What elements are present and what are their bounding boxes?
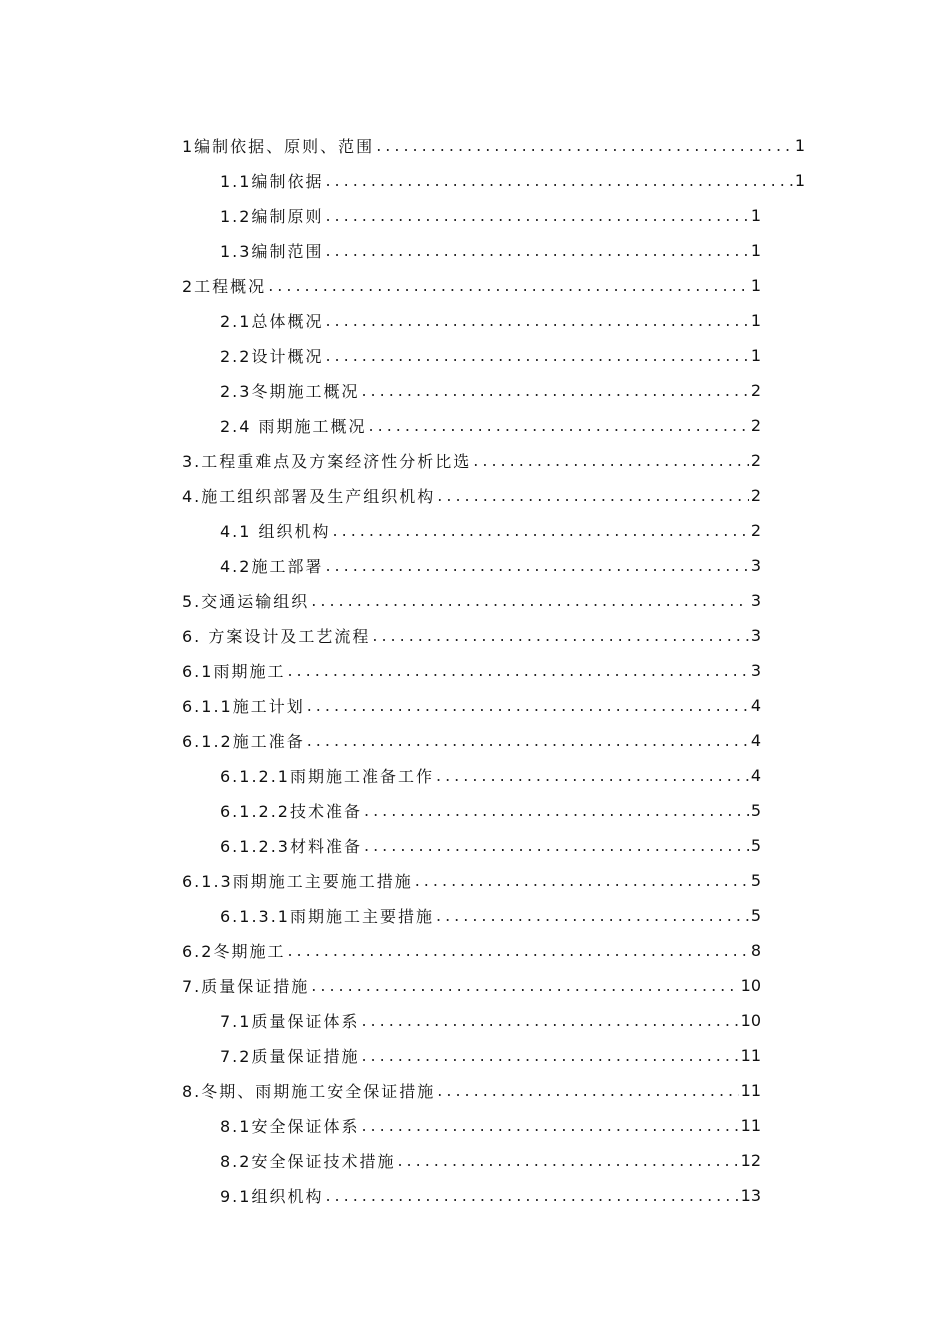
- toc-entry[interactable]: [182, 688, 761, 722]
- toc-entry[interactable]: [220, 1108, 761, 1142]
- toc-page-number: 2: [750, 520, 761, 540]
- toc-leader-dots: [397, 1151, 738, 1170]
- toc-page-number: 4: [750, 730, 761, 750]
- toc-page-number: 1: [750, 310, 761, 330]
- toc-entry[interactable]: [220, 1143, 761, 1177]
- toc-page-number: 5: [750, 870, 761, 890]
- toc-entry-title: 5.交通运输组织: [182, 591, 310, 611]
- toc-page-number: 11: [740, 1080, 761, 1100]
- toc-entry-title: 8.1安全保证体系: [220, 1116, 360, 1136]
- toc-entry[interactable]: [220, 898, 761, 932]
- toc-page-number: 13: [740, 1185, 761, 1205]
- toc-leader-dots: [376, 136, 793, 155]
- toc-leader-dots: [436, 906, 749, 925]
- toc-entry[interactable]: [220, 303, 761, 337]
- toc-entry-title: 6.2冬期施工: [182, 941, 286, 961]
- toc-entry-title: 1.1编制依据: [220, 171, 324, 191]
- toc-leader-dots: [311, 591, 749, 610]
- toc-page-number: 3: [750, 555, 761, 575]
- toc-page-number: 12: [740, 1150, 761, 1170]
- toc-entry[interactable]: [182, 618, 761, 652]
- toc-page-number: 8: [750, 940, 761, 960]
- toc-leader-dots: [325, 206, 748, 225]
- toc-entry[interactable]: [220, 373, 761, 407]
- toc-leader-dots: [307, 731, 749, 750]
- toc-leader-dots: [325, 346, 748, 365]
- toc-entry-title: 6.1.2.1雨期施工准备工作: [220, 766, 434, 786]
- toc-entry[interactable]: [182, 268, 761, 302]
- toc-entry-title: 8.冬期、雨期施工安全保证措施: [182, 1081, 436, 1101]
- toc-entry-title: 8.2安全保证技术措施: [220, 1151, 396, 1171]
- toc-entry-title: 6.1.2.3材料准备: [220, 836, 362, 856]
- toc-entry[interactable]: [182, 653, 761, 687]
- toc-page-number: 1: [794, 170, 805, 190]
- toc-leader-dots: [437, 1081, 738, 1100]
- toc-entry[interactable]: [182, 968, 761, 1002]
- toc-leader-dots: [361, 1116, 738, 1135]
- toc-entry-title: 4.1 组织机构: [220, 521, 331, 541]
- toc-page-number: 2: [750, 485, 761, 505]
- toc-entry-title: 6.1.1施工计划: [182, 696, 305, 716]
- toc-entry[interactable]: [220, 163, 805, 197]
- toc-entry[interactable]: [220, 513, 761, 547]
- toc-entry[interactable]: [220, 233, 761, 267]
- toc-page-number: 3: [750, 625, 761, 645]
- toc-entry-title: 2.3冬期施工概况: [220, 381, 360, 401]
- toc-leader-dots: [325, 171, 792, 190]
- toc-entry[interactable]: [220, 758, 761, 792]
- toc-leader-dots: [369, 416, 749, 435]
- toc-entry[interactable]: [220, 338, 761, 372]
- toc-leader-dots: [437, 486, 749, 505]
- toc-page-number: 1: [750, 240, 761, 260]
- toc-leader-dots: [333, 521, 749, 540]
- toc-page-number: 1: [750, 275, 761, 295]
- toc-page-number: 10: [740, 975, 761, 995]
- toc-entry-title: 6.1.2施工准备: [182, 731, 305, 751]
- toc-entry-title: 7.2质量保证措施: [220, 1046, 360, 1066]
- toc-leader-dots: [287, 941, 748, 960]
- toc-entry[interactable]: [182, 478, 761, 512]
- toc-page-number: 2: [750, 415, 761, 435]
- toc-entry-title: 4.施工组织部署及生产组织机构: [182, 486, 436, 506]
- toc-leader-dots: [325, 556, 748, 575]
- toc-entry[interactable]: [220, 1178, 761, 1212]
- toc-entry[interactable]: [220, 828, 761, 862]
- toc-entry-title: 2.2设计概况: [220, 346, 324, 366]
- toc-leader-dots: [361, 1011, 738, 1030]
- toc-leader-dots: [364, 836, 749, 855]
- toc-entry-title: 6.1雨期施工: [182, 661, 286, 681]
- toc-entry-title: 6.1.3.1雨期施工主要措施: [220, 906, 434, 926]
- toc-entry-title: 1.3编制范围: [220, 241, 324, 261]
- toc-page-number: 5: [750, 835, 761, 855]
- toc-leader-dots: [325, 241, 748, 260]
- toc-leader-dots: [311, 976, 738, 995]
- toc-page-number: 2: [750, 380, 761, 400]
- toc-leader-dots: [268, 276, 749, 295]
- toc-leader-dots: [372, 626, 748, 645]
- toc-leader-dots: [473, 451, 749, 470]
- toc-entry-title: 2.1总体概况: [220, 311, 324, 331]
- toc-entry[interactable]: [182, 443, 761, 477]
- toc-page-number: 5: [750, 800, 761, 820]
- toc-leader-dots: [307, 696, 749, 715]
- toc-page-number: 4: [750, 765, 761, 785]
- toc-page-number: 3: [750, 590, 761, 610]
- toc-entry-title: 9.1组织机构: [220, 1186, 324, 1206]
- toc-page-number: 1: [794, 135, 805, 155]
- toc-leader-dots: [436, 766, 749, 785]
- toc-leader-dots: [364, 801, 749, 820]
- toc-page-number: 11: [740, 1045, 761, 1065]
- toc-entry-title: 3.工程重难点及方案经济性分析比选: [182, 451, 472, 471]
- toc-entry-title: 6. 方案设计及工艺流程: [182, 626, 371, 646]
- toc-entry[interactable]: [220, 1003, 761, 1037]
- toc-page-number: 5: [750, 905, 761, 925]
- toc-entry[interactable]: [220, 198, 761, 232]
- toc-entry-title: 1编制依据、原则、范围: [182, 136, 375, 156]
- toc-entry-title: 7.质量保证措施: [182, 976, 310, 996]
- toc-entry[interactable]: [182, 723, 761, 757]
- toc-page-number: 2: [750, 450, 761, 470]
- toc-entry-title: 2.4 雨期施工概况: [220, 416, 367, 436]
- toc-entry-title: 2工程概况: [182, 276, 267, 296]
- toc-page-number: 1: [750, 345, 761, 365]
- toc-page-number: 3: [750, 660, 761, 680]
- toc-entry[interactable]: [182, 863, 761, 897]
- toc-entry[interactable]: [182, 933, 761, 967]
- toc-entry[interactable]: [220, 1038, 761, 1072]
- toc-entry-title: 4.2施工部署: [220, 556, 324, 576]
- toc-entry-title: 6.1.3雨期施工主要施工措施: [182, 871, 413, 891]
- toc-entry[interactable]: [220, 408, 761, 442]
- toc-entry-title: 1.2编制原则: [220, 206, 324, 226]
- toc-page-number: 1: [750, 205, 761, 225]
- toc-entry-title: 7.1质量保证体系: [220, 1011, 360, 1031]
- toc-page-number: 11: [740, 1115, 761, 1135]
- toc-leader-dots: [287, 661, 748, 680]
- toc-entry[interactable]: [182, 128, 805, 162]
- toc-leader-dots: [361, 381, 748, 400]
- toc-page-number: 10: [740, 1010, 761, 1030]
- toc-entry[interactable]: [220, 793, 761, 827]
- toc-leader-dots: [325, 1186, 738, 1205]
- toc-leader-dots: [361, 1046, 738, 1065]
- toc-leader-dots: [415, 871, 749, 890]
- toc-entry[interactable]: [220, 548, 761, 582]
- toc-page-number: 4: [750, 695, 761, 715]
- toc-entry[interactable]: [182, 1073, 761, 1107]
- toc-leader-dots: [325, 311, 748, 330]
- toc-entry-title: 6.1.2.2技术准备: [220, 801, 362, 821]
- toc-entry[interactable]: [182, 583, 761, 617]
